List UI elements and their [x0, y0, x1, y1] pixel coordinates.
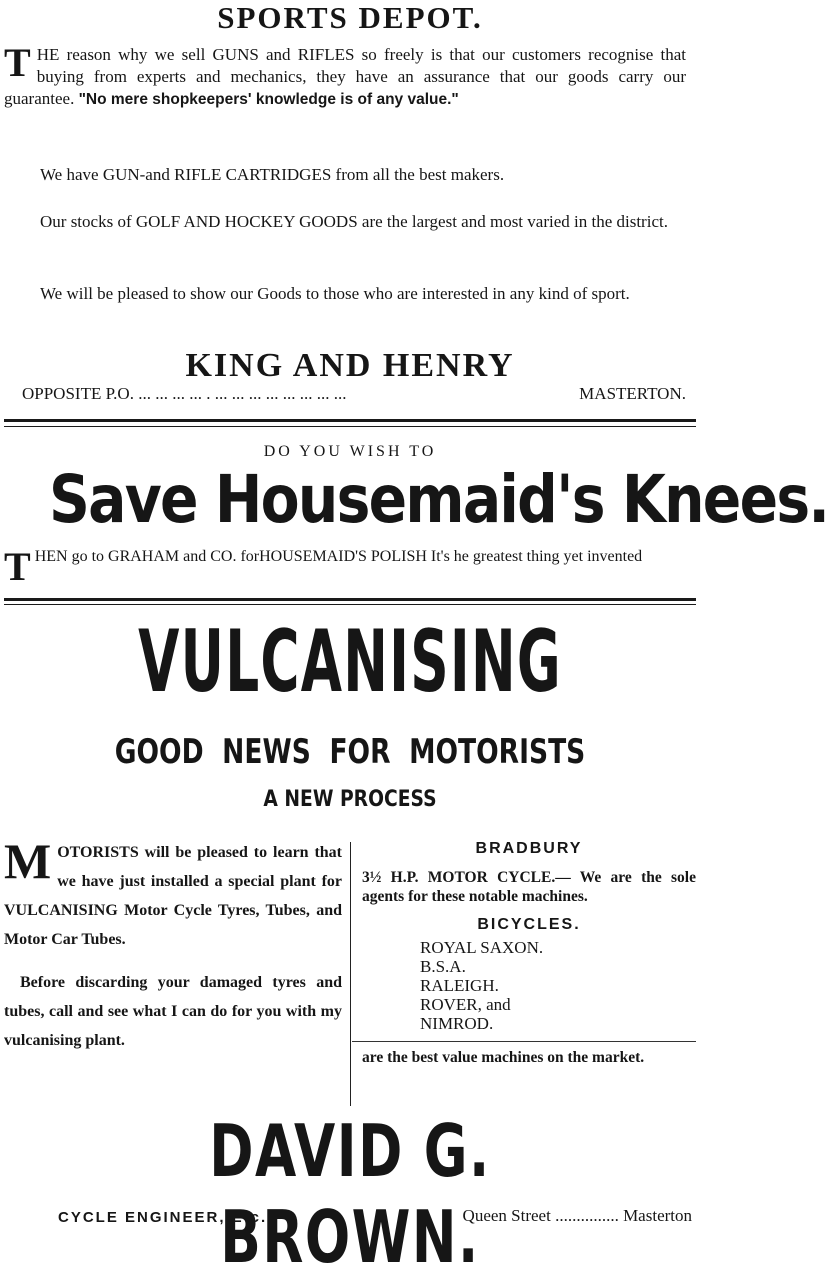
sports-address-left: OPPOSITE P.O. ... ... ... ... . ... ... ... ... ... ... ... ... — [22, 384, 347, 403]
drop-cap: M — [4, 833, 52, 889]
divider — [4, 598, 696, 601]
vulcanising-sub1: GOOD NEWS FOR MOTORISTS — [114, 732, 586, 772]
bicycle-list — [420, 938, 696, 1033]
sports-address-right: MASTERTON. — [579, 384, 686, 403]
bicycles-footer-text: are the best value machines on the market. — [362, 1049, 645, 1066]
motorists-para-1: MOTORISTS will be pleased to learn that we have just installed a special plant for VULCANISING Motor Cycle Tyres, Tubes, and Motor Car Tubes. — [4, 833, 342, 948]
housemaid-headline: Save Housemaid's Knees. — [49, 461, 828, 538]
motorists-column — [4, 833, 342, 1055]
column-rule — [352, 1041, 696, 1042]
housemaid-kicker: DO YOU WISH TO — [263, 443, 437, 460]
footer-left: CYCLE ENGINEER, Etc. — [58, 1209, 268, 1226]
bicycle-item: NIMROD. — [420, 1014, 494, 1033]
housemaid-text: THEN go to GRAHAM and CO. forHOUSEMAID'S POLISH It's he greatest thing yet invented — [4, 544, 643, 589]
sports-para-1: THE reason why we sell GUNS and RIFLES so freely is that our customers recognise that buying from experts and mechanics, they have an assurance that our goods carry our guarantee. "No mere shopkeepers' knowledge is of any value." — [4, 40, 686, 108]
drop-cap: T — [4, 40, 31, 85]
sports-para-3: Our stocks of GOLF AND HOCKEY GOODS are the largest and most varied in the district. — [40, 212, 668, 231]
sports-depot-title: SPORTS DEPOT. — [217, 0, 483, 35]
sports-firm-name: KING AND HENRY — [185, 347, 515, 384]
bicycle-item: B.S.A. — [420, 957, 466, 976]
divider — [4, 426, 696, 427]
bicycle-item: ROYAL SAXON. — [420, 938, 544, 957]
david-brown-name: DAVID G. BROWN. — [209, 1109, 491, 1279]
bradbury-heading: BRADBURY — [475, 840, 583, 857]
sports-para-2: We have GUN-and RIFLE CARTRIDGES from all the best makers. — [40, 165, 505, 184]
bradbury-column — [362, 840, 696, 1067]
bicycle-item: RALEIGH. — [420, 976, 499, 995]
bicycles-heading: BICYCLES. — [477, 916, 581, 933]
divider — [4, 604, 696, 605]
vulcanising-headline: VULCANISING — [138, 612, 562, 712]
footer-right: Queen Street ............... Masterton — [462, 1206, 692, 1225]
vulcanising-sub2: A NEW PROCESS — [263, 787, 437, 812]
sports-quote: "No mere shopkeepers' knowledge is of any value." — [78, 91, 459, 108]
column-divider — [350, 842, 351, 1106]
bicycle-item: ROVER, and — [420, 995, 511, 1014]
sports-para-4: We will be pleased to show our Goods to those who are interested in any kind of sport. — [40, 284, 630, 303]
bradbury-text: 3½ H.P. MOTOR CYCLE.— We are the sole agents for these notable machines. — [362, 869, 696, 905]
drop-cap: T — [4, 544, 31, 589]
motorists-para-2: Before discarding your damaged tyres and tubes, call and see what I can do for you with my vulcanising plant. — [4, 974, 342, 1049]
divider — [4, 419, 696, 422]
